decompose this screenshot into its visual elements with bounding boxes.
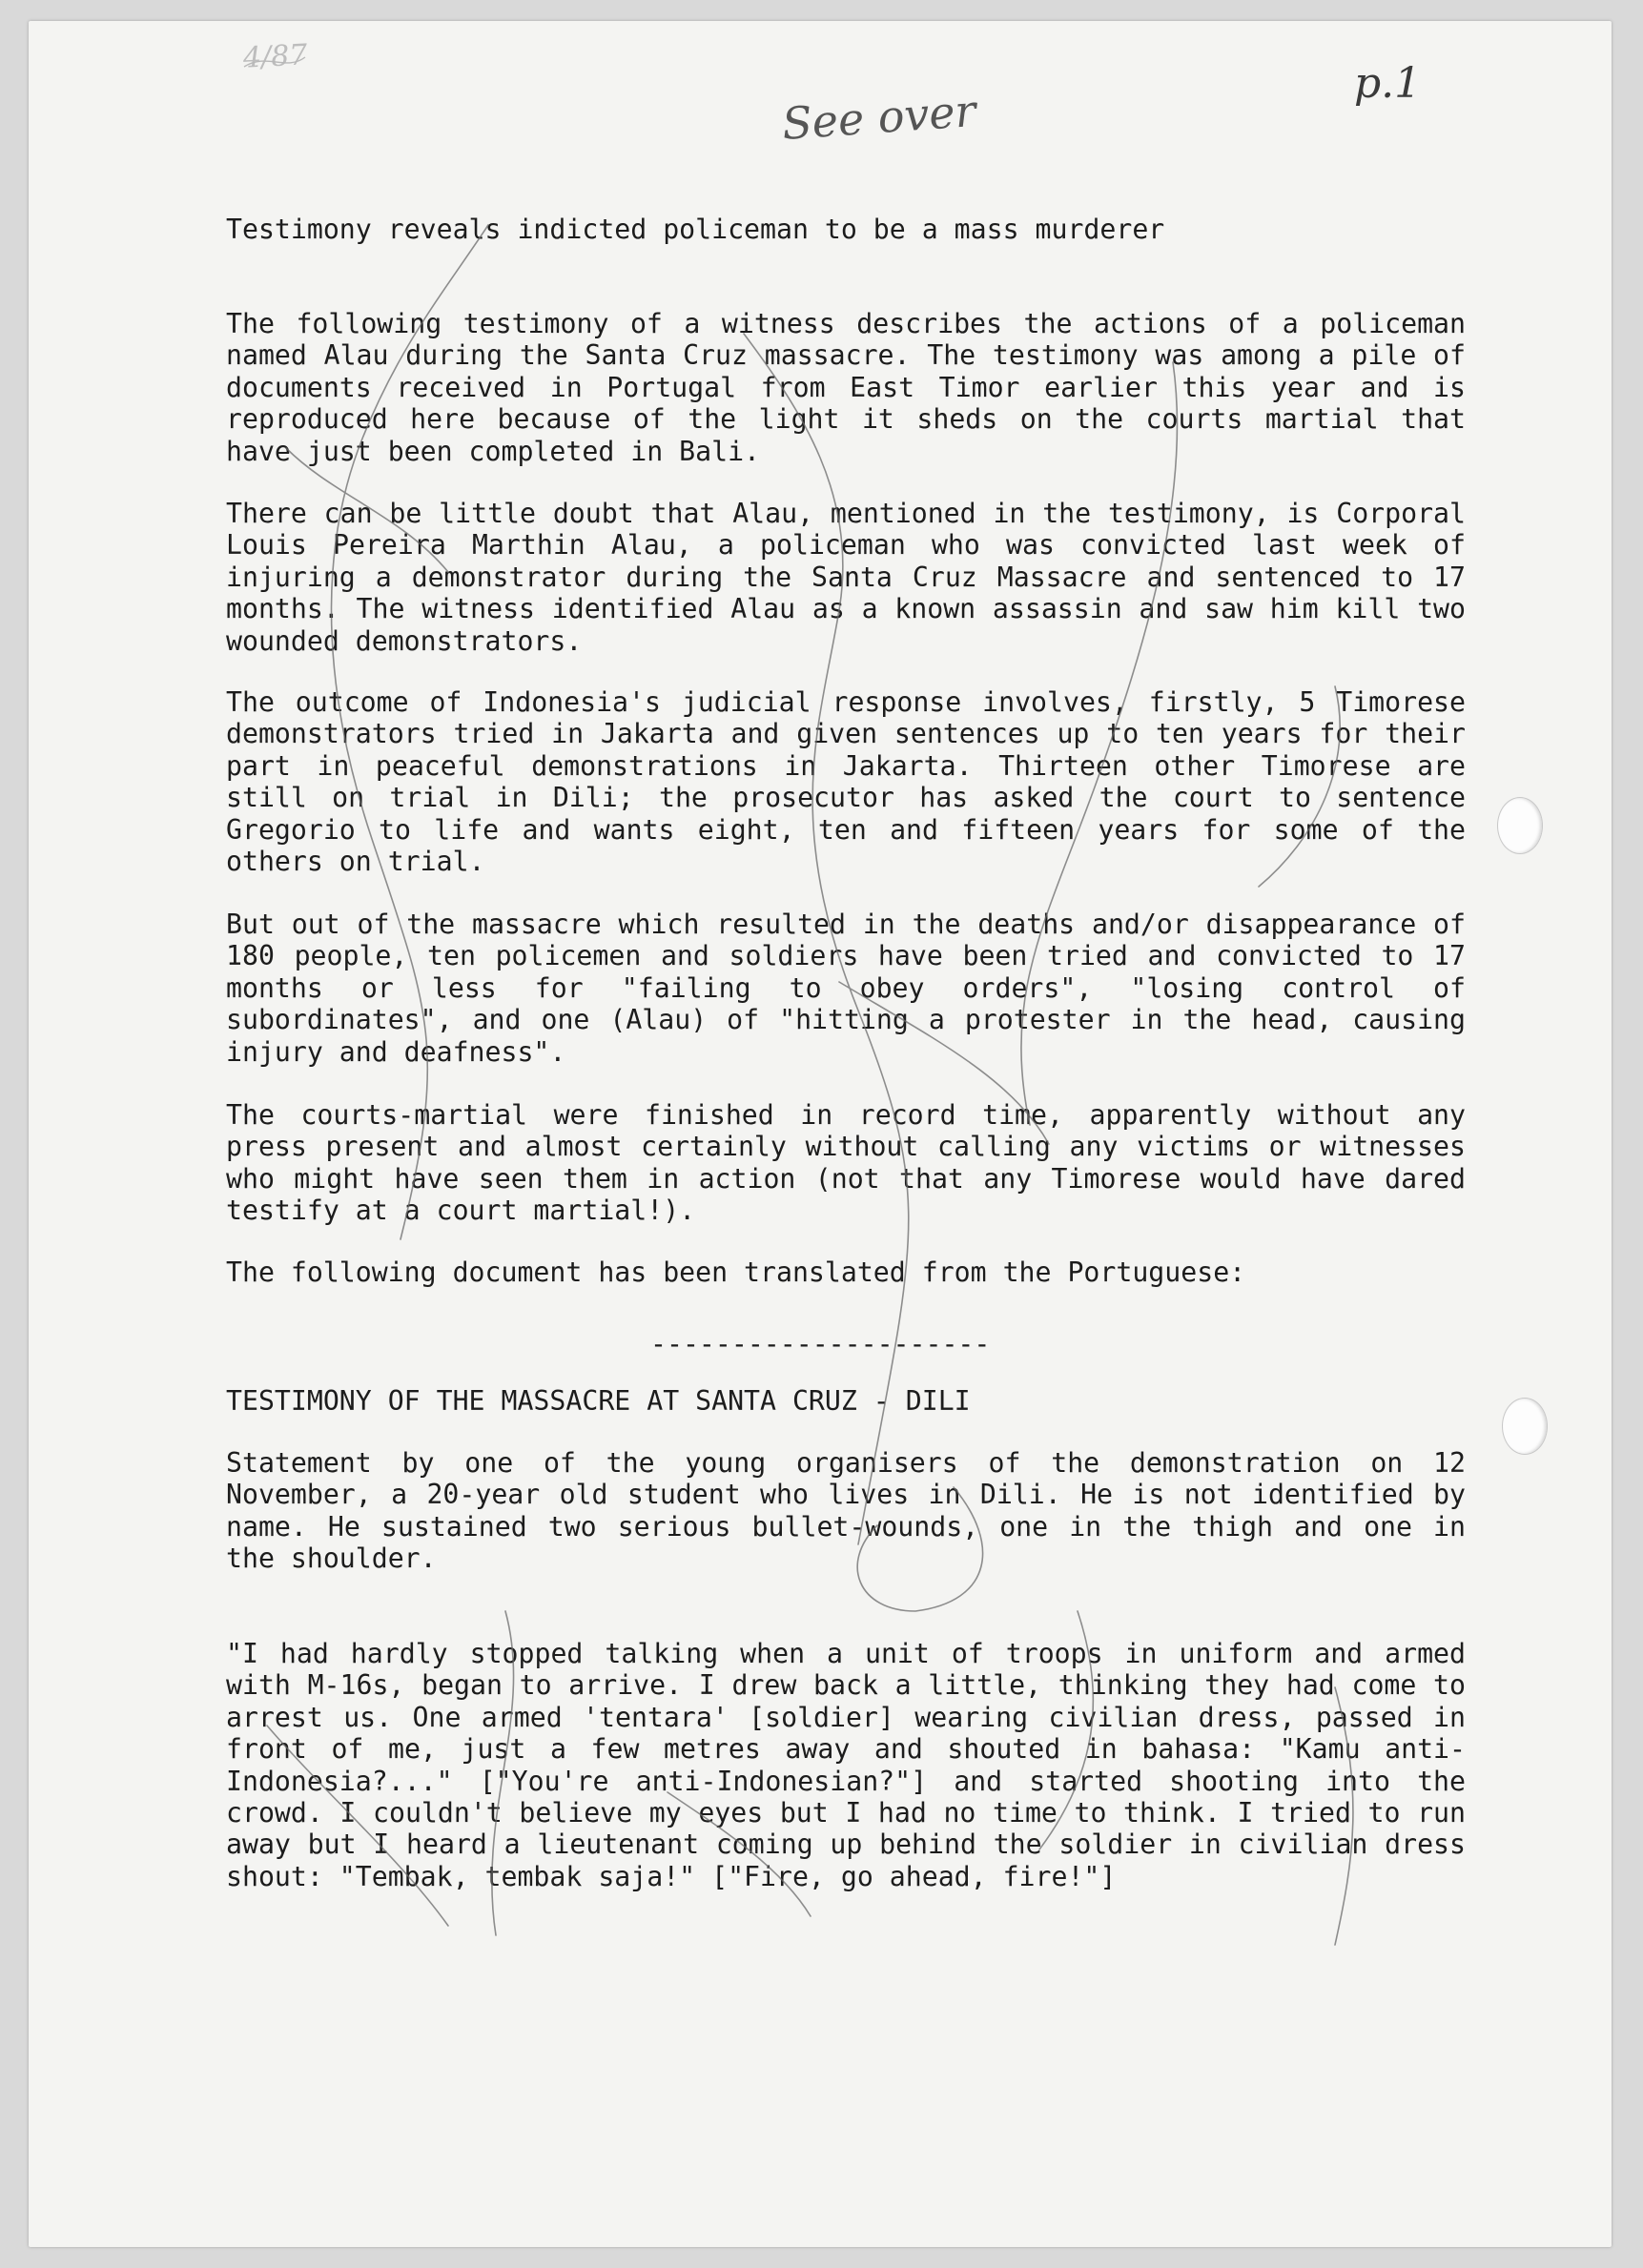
paragraph-3: The outcome of Indonesia's judicial response involves, firstly, 5 Timorese demonstrators tried in Jakarta and given sentences up to ten years for their part in peaceful demonstrations in Jakarta. Thirteen other Timorese are still on trial in Dili; the prosecutor has asked the court to sentence Gregorio to life and wants eight, ten and fifteen years for some of the others on trial. — [226, 686, 1466, 878]
paragraph-1: The following testimony of a witness describes the actions of a policeman named Alau during the Santa Cruz massacre. The testimony was among a pile of documents received in Portugal from East Timor earlier this year and is reproduced here because of the light it sheds on the courts martial that have just been completed in Bali. — [226, 308, 1466, 467]
section-title: TESTIMONY OF THE MASSACRE AT SANTA CRUZ - DILI — [226, 1385, 971, 1417]
section-divider: --------------------- — [650, 1328, 991, 1359]
handwritten-page-number: p.1 — [1354, 59, 1422, 108]
punch-hole-upper — [1497, 797, 1543, 854]
paragraph-5: The courts-martial were finished in record time, apparently without any press present and almost certainly without calling any victims or witnesses who might have seen them in action (not that any Timorese would have dared testify at a court martial!). — [226, 1099, 1466, 1227]
section-paragraph-2: "I had hardly stopped talking when a unit of troops in uniform and armed with M-16s, began to arrive. I drew back a little, thinking they had come to arrest us. One armed 'tentara' [soldier] wearing civilian dress, passed in front of me, just a few metres away and shouted in bahasa: "Kamu anti-Indonesia?..." ["You're anti-Indonesian?"] and started shooting into the crowd. I couldn't believe my eyes but I had no time to think. I tried to run away but I heard a lieutenant coming up behind the soldier in civilian dress shout: "Tembak, tembak saja!" ["Fire, go ahead, fire!"] — [226, 1638, 1466, 1892]
document-title: Testimony reveals indicted policeman to be a mass murderer — [226, 214, 1165, 245]
punch-hole-lower — [1502, 1398, 1548, 1455]
handwritten-see-over-note: See over — [780, 84, 978, 151]
faint-corner-annotation: 4/87 — [242, 38, 309, 75]
section-paragraph-1: Statement by one of the young organisers of the demonstration on 12 November, a 20-year old student who lives in Dili. He is not identified by name. He sustained two serious bullet-wounds, one in the thigh and one in the shoulder. — [226, 1447, 1466, 1575]
paragraph-6: The following document has been translated from the Portuguese: — [226, 1257, 1246, 1288]
paragraph-2: There can be little doubt that Alau, mentioned in the testimony, is Corporal Louis Pereira Marthin Alau, a policeman who was convicted last week of injuring a demonstrator during the Santa Cruz Massacre and sentenced to 17 months. The witness identified Alau as a known assassin and saw him kill two wounded demonstrators. — [226, 498, 1466, 657]
paragraph-4: But out of the massacre which resulted in the deaths and/or disappearance of 180 people, ten policemen and soldiers have been tried and convicted to 17 months or less for "failing to obey orders", "losing control of subordinates", and one (Alau) of "hitting a protester in the head, causing injury and deafness". — [226, 909, 1466, 1068]
